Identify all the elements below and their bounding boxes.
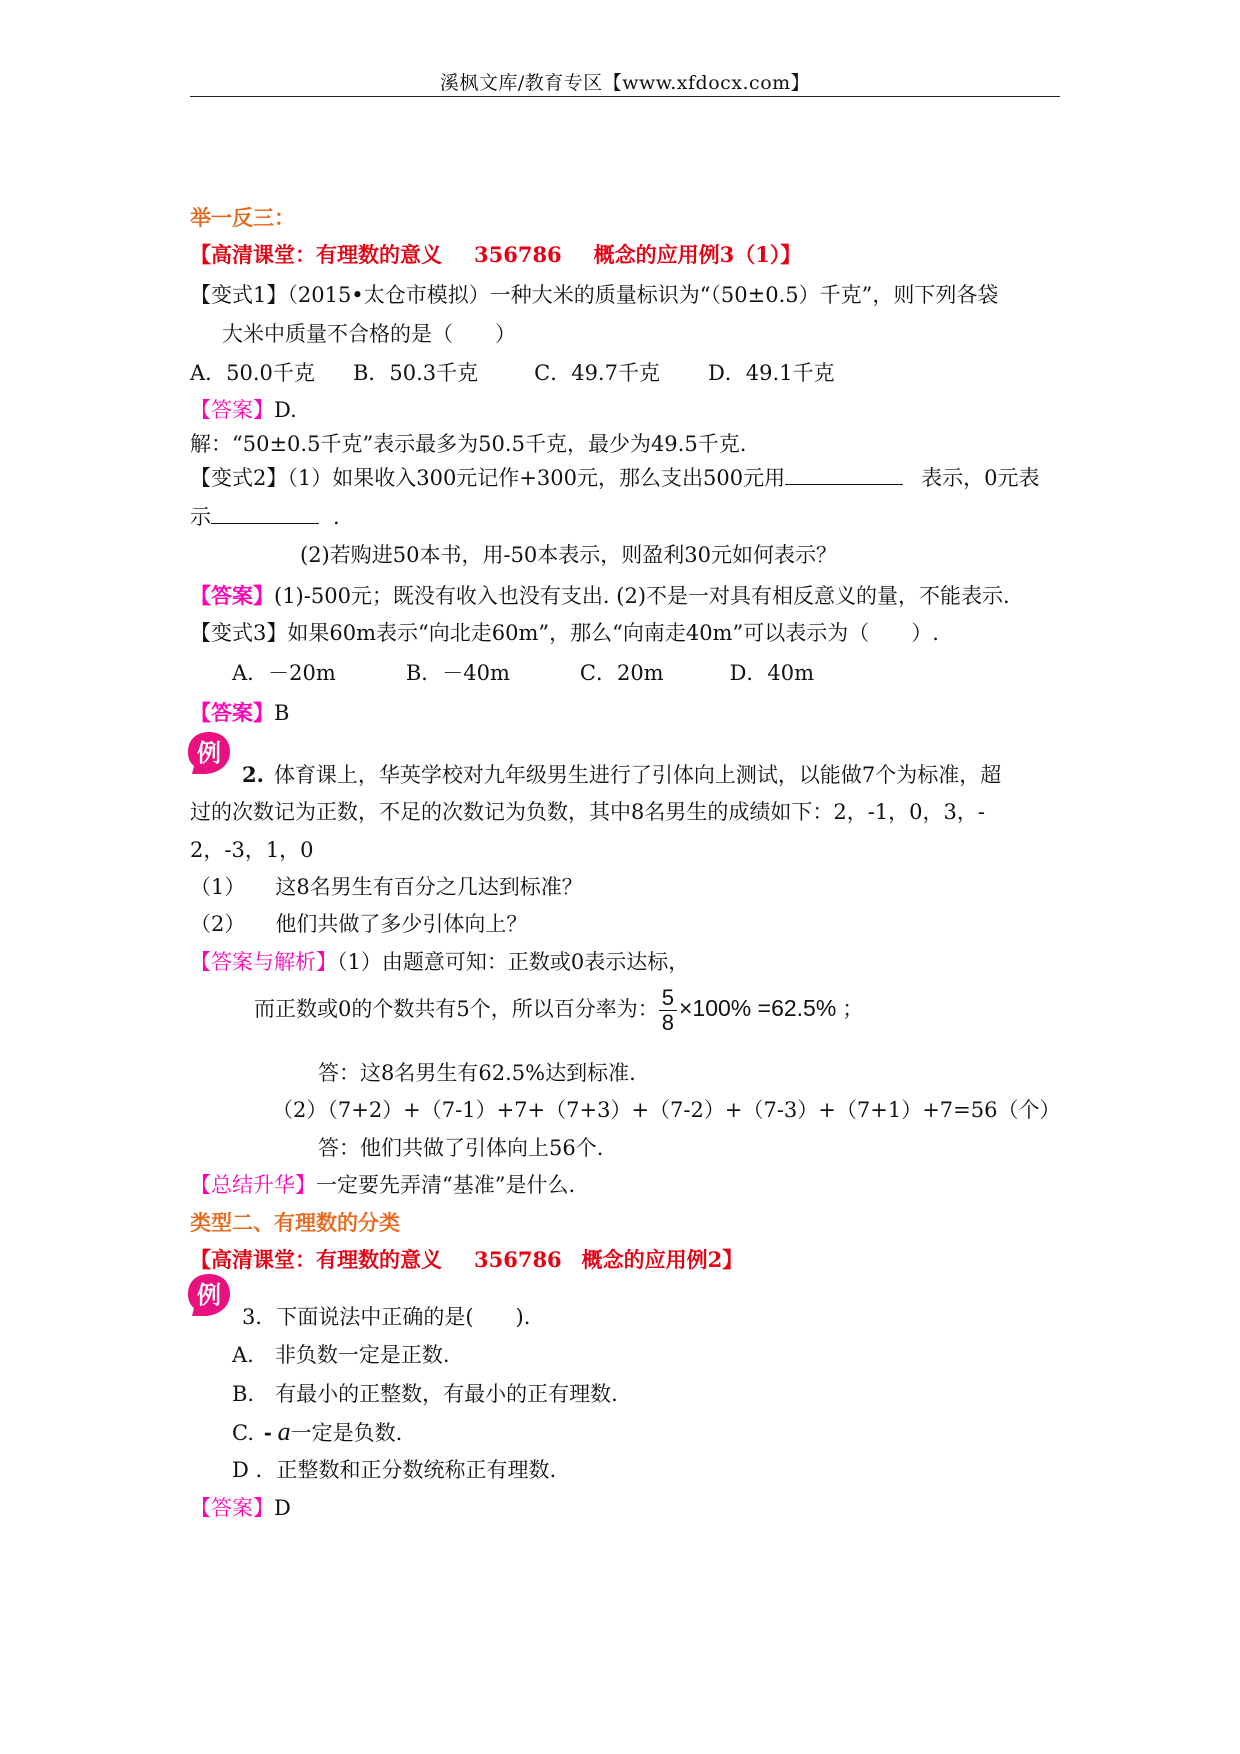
option-a: A．50.0千克 bbox=[190, 361, 315, 385]
answer-label: 【答案】 bbox=[190, 398, 274, 422]
lecture-topic: 概念的应用例3（1）】 bbox=[593, 242, 802, 267]
answer-label: 【答案】 bbox=[190, 583, 274, 608]
example2-answer1: 答：这8名男生有62.5%达到标准. bbox=[318, 1061, 636, 1085]
option-c: C．49.7千克 bbox=[534, 361, 660, 385]
variant1-solution: 解：“50±0.5千克”表示最多为50.5千克，最少为49.5千克. bbox=[190, 432, 747, 456]
answer-text: (1)-500元；既没有收入也没有支出. (2)不是一对具有相反意义的量，不能表示. bbox=[274, 584, 1010, 608]
example3-option-b: B. 有最小的正整数，有最小的正有理数. bbox=[232, 1382, 618, 1406]
example3-option-c: C. - a一定是负数. bbox=[232, 1417, 403, 1446]
example2-analysis: 【答案与解析】（1）由题意可知：正数或0表示达标， bbox=[190, 950, 690, 974]
option-b: B．50.3千克 bbox=[352, 361, 479, 385]
section-title-2: 类型二、有理数的分类 bbox=[190, 1210, 400, 1235]
example-number: 2. bbox=[242, 762, 264, 787]
answer-value: B bbox=[274, 701, 290, 725]
fill-blank bbox=[785, 466, 903, 485]
example2-answer2: 答：他们共做了引体向上56个. bbox=[318, 1136, 604, 1160]
summary-label: 【总结升华】 bbox=[190, 1173, 316, 1197]
example2-line2: 过的次数记为正数，不足的次数记为负数，其中8名男生的成绩如下：2，-1，0，3，- bbox=[190, 800, 985, 824]
example3-stem: 3．下面说法中正确的是( ). bbox=[242, 1305, 531, 1329]
lecture-reference bbox=[190, 242, 801, 267]
variant3-stem: 【变式3】如果60m表示“向北走60m”，那么“向南走40m”可以表示为（ ）. bbox=[190, 621, 939, 645]
variant1-options bbox=[190, 361, 835, 386]
summary: 【总结升华】一定要先弄清“基准”是什么. bbox=[190, 1173, 576, 1197]
variant2-answer bbox=[190, 583, 1010, 609]
example3-answer: 【答案】D bbox=[190, 1496, 291, 1520]
page-header: 溪枫文库/教育专区【www.xfdocx.com】 bbox=[439, 72, 811, 94]
variant1-answer bbox=[190, 398, 297, 423]
variant1-stem-line1: 【变式1】（2015•太仓市模拟）一种大米的质量标识为“（50±0.5）千克”，则下列各袋 bbox=[190, 283, 999, 307]
lecture-code: 356786 bbox=[474, 242, 562, 267]
header-divider bbox=[190, 96, 1060, 97]
lecture-reference-2: 【高清课堂：有理数的意义 356786 概念的应用例2】 bbox=[190, 1247, 744, 1272]
option-a: A．－20m bbox=[232, 661, 336, 685]
example2-percent-formula: 而正数或0的个数共有5个，所以百分率为： $\frac{5}{8}$ ×100% =62.5% ； bbox=[254, 985, 864, 1036]
example2-line1: 2. 体育课上，华英学校对九年级男生进行了引体向上测试，以能做7个为标准，超 bbox=[242, 762, 1002, 787]
svg-text:例: 例 bbox=[197, 739, 221, 767]
variant2-line1 bbox=[190, 466, 1039, 491]
variant2-part2: (2)若购进50本书，用-50本表示，则盈利30元如何表示？ bbox=[300, 543, 838, 567]
answer-label: 【答案】 bbox=[190, 700, 274, 725]
example-badge-icon bbox=[186, 1272, 232, 1318]
answer-value: D. bbox=[274, 398, 297, 422]
analysis-label: 【答案与解析】 bbox=[190, 950, 337, 974]
example3-option-a: A. 非负数一定是正数. bbox=[232, 1343, 450, 1367]
example3-option-d: D ．正整数和正分数统称正有理数. bbox=[232, 1458, 557, 1482]
option-d: D．49.1千克 bbox=[707, 361, 835, 385]
fill-blank bbox=[211, 505, 319, 524]
variant2-text-a: 【变式2】（1）如果收入300元记作+300元，那么支出500元用 bbox=[190, 466, 786, 490]
section-title: 举一反三： bbox=[190, 205, 295, 230]
variant2-line2 bbox=[190, 505, 340, 530]
example2-sub1: （1） 这8名男生有百分之几达到标准？ bbox=[190, 875, 583, 899]
variant3-answer bbox=[190, 700, 289, 726]
variant2-text-d: . bbox=[333, 505, 340, 529]
variant1-stem-line2: 大米中质量不合格的是（ ） bbox=[222, 322, 516, 346]
option-b: B．－40m bbox=[405, 661, 510, 685]
svg-text:例: 例 bbox=[197, 1281, 221, 1309]
option-d: D．40m bbox=[729, 661, 815, 685]
fraction: $\frac{5}{8}$ bbox=[659, 986, 677, 1035]
example-badge-icon bbox=[186, 730, 232, 776]
variant2-text-c: 示 bbox=[190, 505, 211, 529]
example2-line3: 2，-3，1，0 bbox=[190, 838, 314, 862]
lecture-prefix: 【高清课堂：有理数的意义 bbox=[190, 242, 442, 267]
example2-calc2: （2）（7+2）+（7-1）+7+（7+3）+（7-2）+（7-3）+（7+1）+7=56（个） bbox=[272, 1098, 1061, 1122]
variant3-options bbox=[232, 661, 814, 686]
option-c: C．20m bbox=[579, 661, 664, 685]
example2-sub2: （2） 他们共做了多少引体向上？ bbox=[190, 912, 528, 936]
variant2-text-b: 表示，0元表 bbox=[921, 466, 1040, 490]
answer-label: 【答案】 bbox=[190, 1496, 274, 1520]
